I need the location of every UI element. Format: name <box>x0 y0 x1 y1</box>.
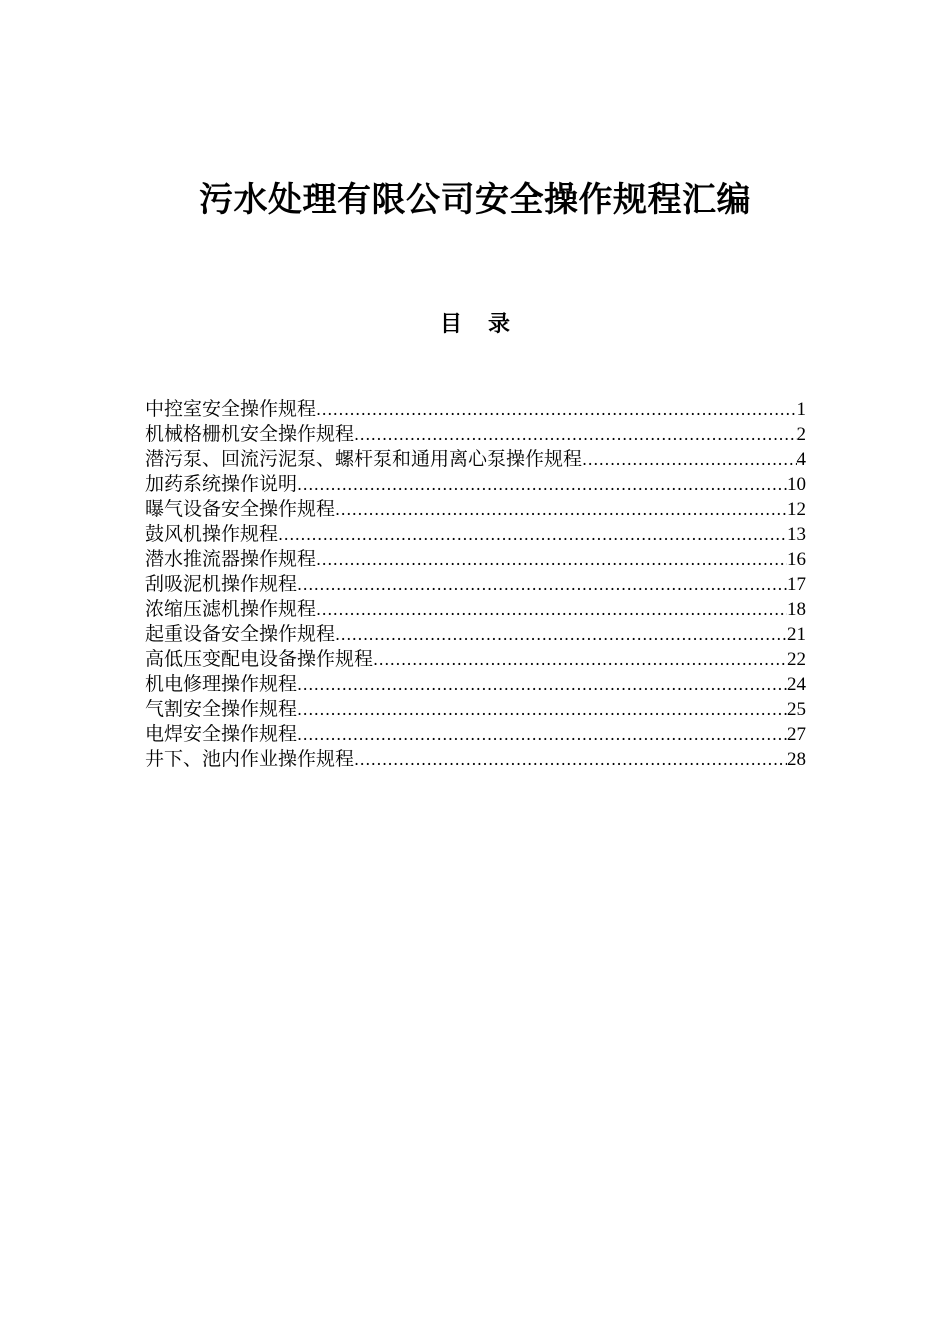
toc-entry-label: 浓缩压滤机操作规程 <box>145 598 317 620</box>
toc-dot-leader <box>373 647 787 672</box>
toc-entry-label: 井下、池内作业操作规程 <box>145 748 355 770</box>
toc-entry[interactable] <box>145 522 806 547</box>
toc-dot-leader <box>297 472 787 497</box>
toc-entry[interactable] <box>145 747 806 772</box>
toc-entry[interactable] <box>145 597 806 622</box>
toc-entry-page-number: 1 <box>796 399 806 420</box>
table-of-contents <box>145 397 806 772</box>
toc-entry-page-number: 10 <box>787 474 806 495</box>
toc-entry[interactable] <box>145 497 806 522</box>
toc-entry-label: 机电修理操作规程 <box>145 673 298 695</box>
toc-entry-label: 气割安全操作规程 <box>145 698 298 720</box>
toc-entry-label: 刮吸泥机操作规程 <box>145 573 298 595</box>
toc-entry[interactable] <box>145 547 806 572</box>
toc-heading <box>0 307 950 341</box>
document-title: 污水处理有限公司安全操作规程汇编 <box>199 180 751 220</box>
toc-entry[interactable] <box>145 672 806 697</box>
toc-dot-leader <box>316 597 787 622</box>
toc-dot-leader <box>278 522 787 547</box>
toc-entry-label: 机械格栅机安全操作规程 <box>145 423 355 445</box>
toc-entry[interactable] <box>145 572 806 597</box>
toc-entry-page-number: 13 <box>787 524 806 545</box>
toc-entry[interactable] <box>145 647 806 672</box>
toc-entry-page-number: 21 <box>787 624 806 645</box>
toc-entry-page-number: 27 <box>787 724 806 745</box>
toc-entry-label: 中控室安全操作规程 <box>145 398 317 420</box>
toc-dot-leader <box>335 622 787 647</box>
toc-entry[interactable] <box>145 397 806 422</box>
toc-entry-label: 电焊安全操作规程 <box>145 723 298 745</box>
toc-entry-page-number: 28 <box>787 749 806 770</box>
toc-entry-label: 鼓风机操作规程 <box>145 523 279 545</box>
toc-entry-label: 起重设备安全操作规程 <box>145 623 336 645</box>
toc-entry-page-number: 25 <box>787 699 806 720</box>
toc-entry-page-number: 22 <box>787 649 806 670</box>
toc-entry[interactable] <box>145 422 806 447</box>
toc-entry-page-number: 17 <box>787 574 806 595</box>
toc-dot-leader <box>297 722 787 747</box>
toc-heading-right: 录 <box>488 311 511 337</box>
toc-entry-label: 潜水推流器操作规程 <box>145 548 317 570</box>
toc-entry-page-number: 16 <box>787 549 806 570</box>
toc-dot-leader <box>354 422 796 447</box>
toc-entry-page-number: 2 <box>796 424 806 445</box>
toc-entry-page-number: 18 <box>787 599 806 620</box>
toc-entry-label: 高低压变配电设备操作规程 <box>145 648 374 670</box>
toc-entry-page-number: 24 <box>787 674 806 695</box>
toc-heading-left: 目 <box>439 311 462 337</box>
toc-dot-leader <box>297 697 787 722</box>
toc-entry-label: 曝气设备安全操作规程 <box>145 498 336 520</box>
toc-dot-leader <box>335 497 787 522</box>
toc-entry[interactable] <box>145 447 806 472</box>
toc-dot-leader <box>316 397 796 422</box>
toc-entry-page-number: 4 <box>796 449 806 470</box>
toc-entry-label: 加药系统操作说明 <box>145 473 298 495</box>
toc-dot-leader <box>297 572 787 597</box>
toc-dot-leader <box>582 447 796 472</box>
toc-dot-leader <box>297 672 787 697</box>
toc-entry[interactable] <box>145 722 806 747</box>
toc-dot-leader <box>354 747 787 772</box>
toc-dot-leader <box>316 547 787 572</box>
toc-entry[interactable] <box>145 622 806 647</box>
toc-entry-page-number: 12 <box>787 499 806 520</box>
toc-entry-label: 潜污泵、回流污泥泵、螺杆泵和通用离心泵操作规程 <box>145 448 583 470</box>
toc-entry[interactable] <box>145 697 806 722</box>
toc-entry[interactable] <box>145 472 806 497</box>
